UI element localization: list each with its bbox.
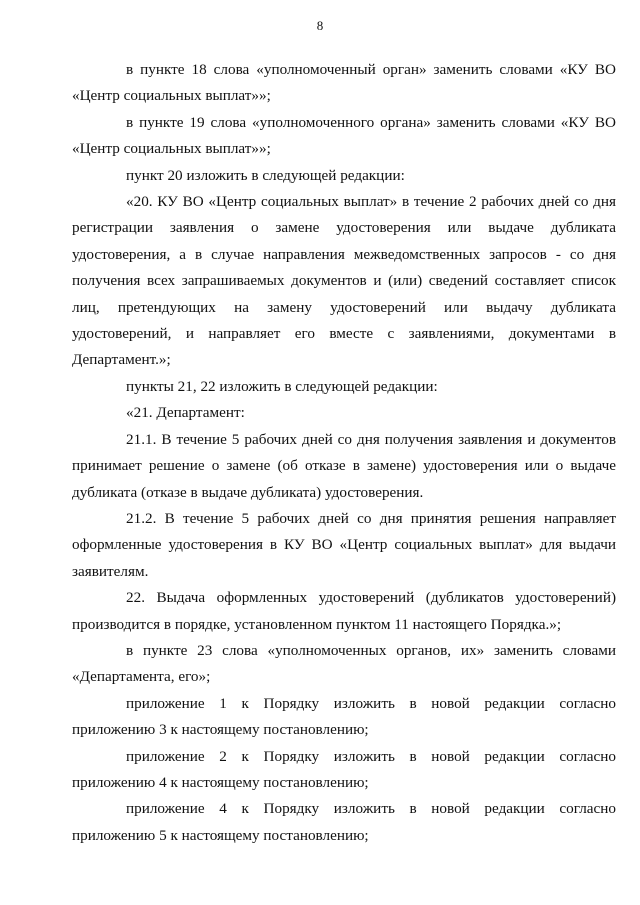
paragraph-item-20-text: «20. КУ ВО «Центр социальных выплат» в течение 2 рабочих дней со дня регистрации заявления о замене удостоверения или выдаче дубликата удостоверения, а в случае направления межведомственных запросов - со дня получения всех запрашиваемых документов и (или) сведений составляет список лиц, претендующих на замену удостоверений или выдачу дубликата удостоверений, и направляет его вместе с заявлениями, документами в Департамент.»; [72,193,616,369]
paragraph-item-18: в пункте 18 слова «уполномоченный орган» заменить словами «КУ ВО «Центр социальных выплат»»; [72,61,616,105]
paragraph-item-22: 22. Выдача оформленных удостоверений (дубликатов удостоверений) производится в порядке, установленном пунктом 11 настоящего Порядка.»; [72,589,616,633]
paragraph-appendix-1: приложение 1 к Порядку изложить в новой редакции согласно приложению 3 к настоящему постановлению; [72,694,616,739]
page-number: 8 [316,18,324,33]
paragraph-item-19: в пункте 19 слова «уполномоченного органа» заменить словами «КУ ВО «Центр социальных выплат»»; [72,113,616,158]
document-body [72,57,616,849]
paragraph-appendix-4: приложение 4 к Порядку изложить в новой редакции согласно приложению 5 к настоящему постановлению; [72,800,616,844]
paragraph-items-21-22-intro: пункты 21, 22 изложить в следующей редакции: [126,377,438,395]
paragraph-item-21-heading: «21. Департамент: [126,404,245,422]
paragraph-item-21-2: 21.2. В течение 5 рабочих дней со дня принятия решения направляет оформленные удостоверения в КУ ВО «Центр социальных выплат» для выдачи заявителям. [72,509,616,580]
paragraph-item-20-intro: пункт 20 изложить в следующей редакции: [126,166,405,184]
paragraph-item-21-1: 21.1. В течение 5 рабочих дней со дня получения заявления и документов принимает решение о замене (об отказе в замене) удостоверения или о выдаче дубликата (отказе в выдаче дубликата) удостоверения. [72,430,616,501]
paragraph-item-23: в пункте 23 слова «уполномоченных органов, их» заменить словами «Департамента, его»; [72,641,616,686]
paragraph-appendix-2: приложение 2 к Порядку изложить в новой редакции согласно приложению 4 к настоящему постановлению; [72,747,616,791]
